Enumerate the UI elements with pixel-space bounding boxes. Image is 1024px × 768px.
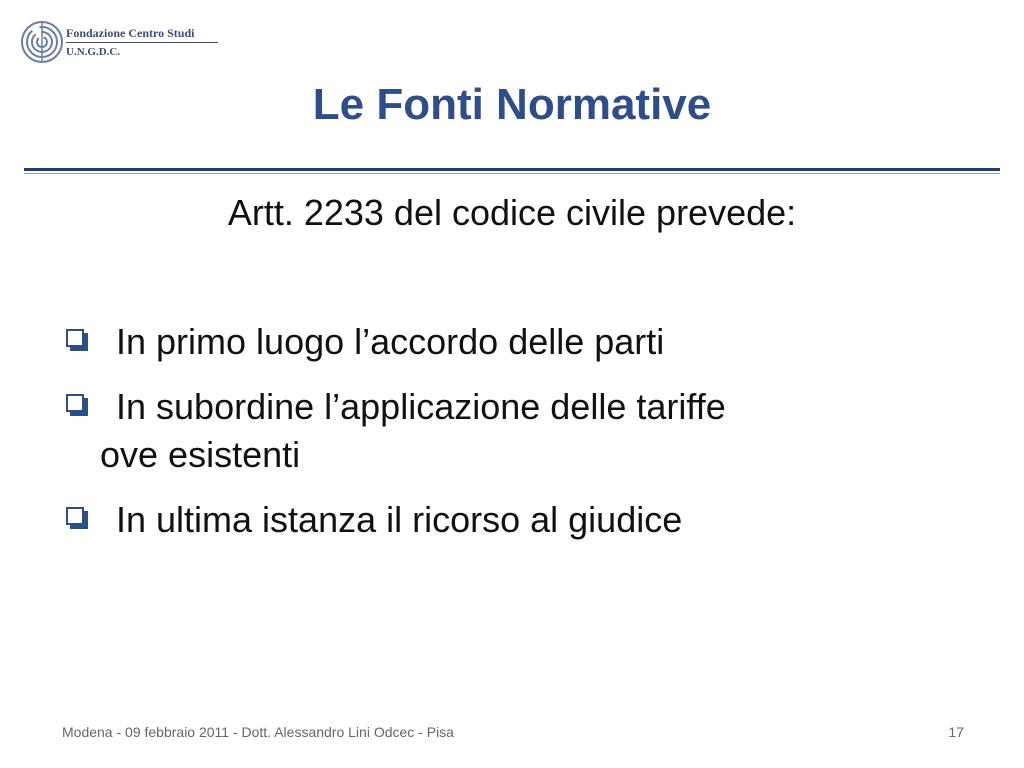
square-bullet-icon <box>66 329 88 351</box>
logo-foundation-name: Fondazione Centro Studi <box>66 26 195 40</box>
bullet-item <box>62 383 962 479</box>
bullet-text: In ultima istanza il ricorso al giudice <box>116 499 683 540</box>
bullet-item <box>62 496 962 544</box>
logo-rule <box>66 42 218 43</box>
labyrinth-emblem-icon <box>20 18 68 66</box>
page-number: 17 <box>948 724 964 740</box>
slide-subtitle: Artt. 2233 del codice civile prevede: <box>227 192 797 233</box>
bullet-list <box>62 318 962 561</box>
bullet-item <box>62 318 962 366</box>
bullet-text: In subordine l’applicazione delle tariffe <box>116 386 726 427</box>
square-bullet-icon <box>66 394 88 416</box>
logo-acronym: U.N.G.D.C. <box>66 46 121 58</box>
title-divider <box>24 168 1000 174</box>
square-bullet-icon <box>66 507 88 529</box>
slide-title: Le Fonti Normative <box>312 80 712 129</box>
bullet-continuation: ove esistenti <box>100 434 301 475</box>
footer-text: Modena - 09 febbraio 2011 - Dott. Alessandro Lini Odcec - Pisa <box>62 724 454 740</box>
bullet-text: In primo luogo l’accordo delle parti <box>116 321 665 362</box>
logo <box>20 18 230 68</box>
